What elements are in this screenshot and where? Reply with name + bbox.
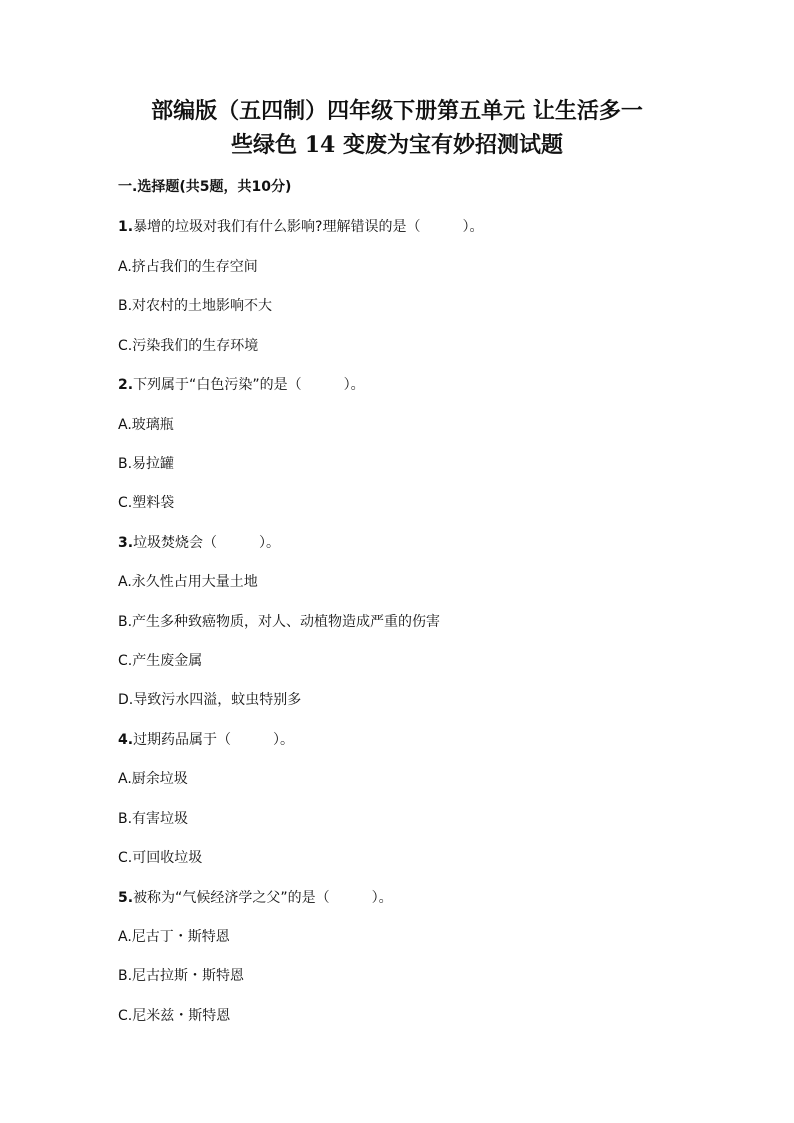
- question-stem: 下列属于“白色污染”的是（ ）。: [133, 377, 365, 393]
- question-3-option-c: C.产生废金属: [118, 653, 203, 669]
- question-2-option-c: C.塑料袋: [118, 495, 175, 511]
- section-heading: 一.选择题(共5题，共10分): [118, 179, 292, 195]
- question-stem: 过期药品属于（ ）。: [133, 732, 295, 748]
- question-4: [118, 730, 294, 750]
- question-4-option-c: C.可回收垃圾: [118, 850, 203, 866]
- question-2: [118, 375, 365, 395]
- question-3-option-b: B.产生多种致癌物质，对人、动植物造成严重的伤害: [118, 614, 441, 630]
- question-5-option-a: A.尼古丁・斯特恩: [118, 929, 230, 945]
- question-1-option-b: B.对农村的土地影响不大: [118, 298, 273, 314]
- question-1-option-c: C.污染我们的生存环境: [118, 338, 259, 354]
- question-1: [118, 217, 484, 237]
- question-3-option-d: D.导致污水四溢，蚊虫特别多: [118, 692, 302, 708]
- question-number: 5.: [118, 890, 134, 906]
- question-number: 2.: [118, 377, 134, 393]
- question-number: 4.: [118, 732, 134, 748]
- question-number: 1.: [118, 219, 134, 235]
- question-4-option-b: B.有害垃圾: [118, 811, 189, 827]
- question-3-option-a: A.永久性占用大量土地: [118, 574, 258, 590]
- page-title-line-1: 部编版（五四制）四年级下册第五单元 让生活多一: [151, 98, 643, 124]
- question-4-option-a: A.厨余垃圾: [118, 771, 188, 787]
- question-1-option-a: A.挤占我们的生存空间: [118, 259, 258, 275]
- question-stem: 被称为“气候经济学之父”的是（ ）。: [133, 890, 393, 906]
- question-number: 3.: [118, 535, 134, 551]
- question-3: [118, 533, 280, 553]
- question-stem: 垃圾焚烧会（ ）。: [133, 535, 281, 551]
- question-2-option-a: A.玻璃瓶: [118, 417, 174, 433]
- question-2-option-b: B.易拉罐: [118, 456, 175, 472]
- question-5: [118, 888, 393, 908]
- question-stem: 暴增的垃圾对我们有什么影响?理解错误的是（ ）。: [133, 219, 484, 235]
- question-5-option-b: B.尼古拉斯・斯特恩: [118, 968, 245, 984]
- page-title-line-2: 些绿色 14 变废为宝有妙招测试题: [231, 132, 563, 158]
- question-5-option-c: C.尼米兹・斯特恩: [118, 1008, 231, 1024]
